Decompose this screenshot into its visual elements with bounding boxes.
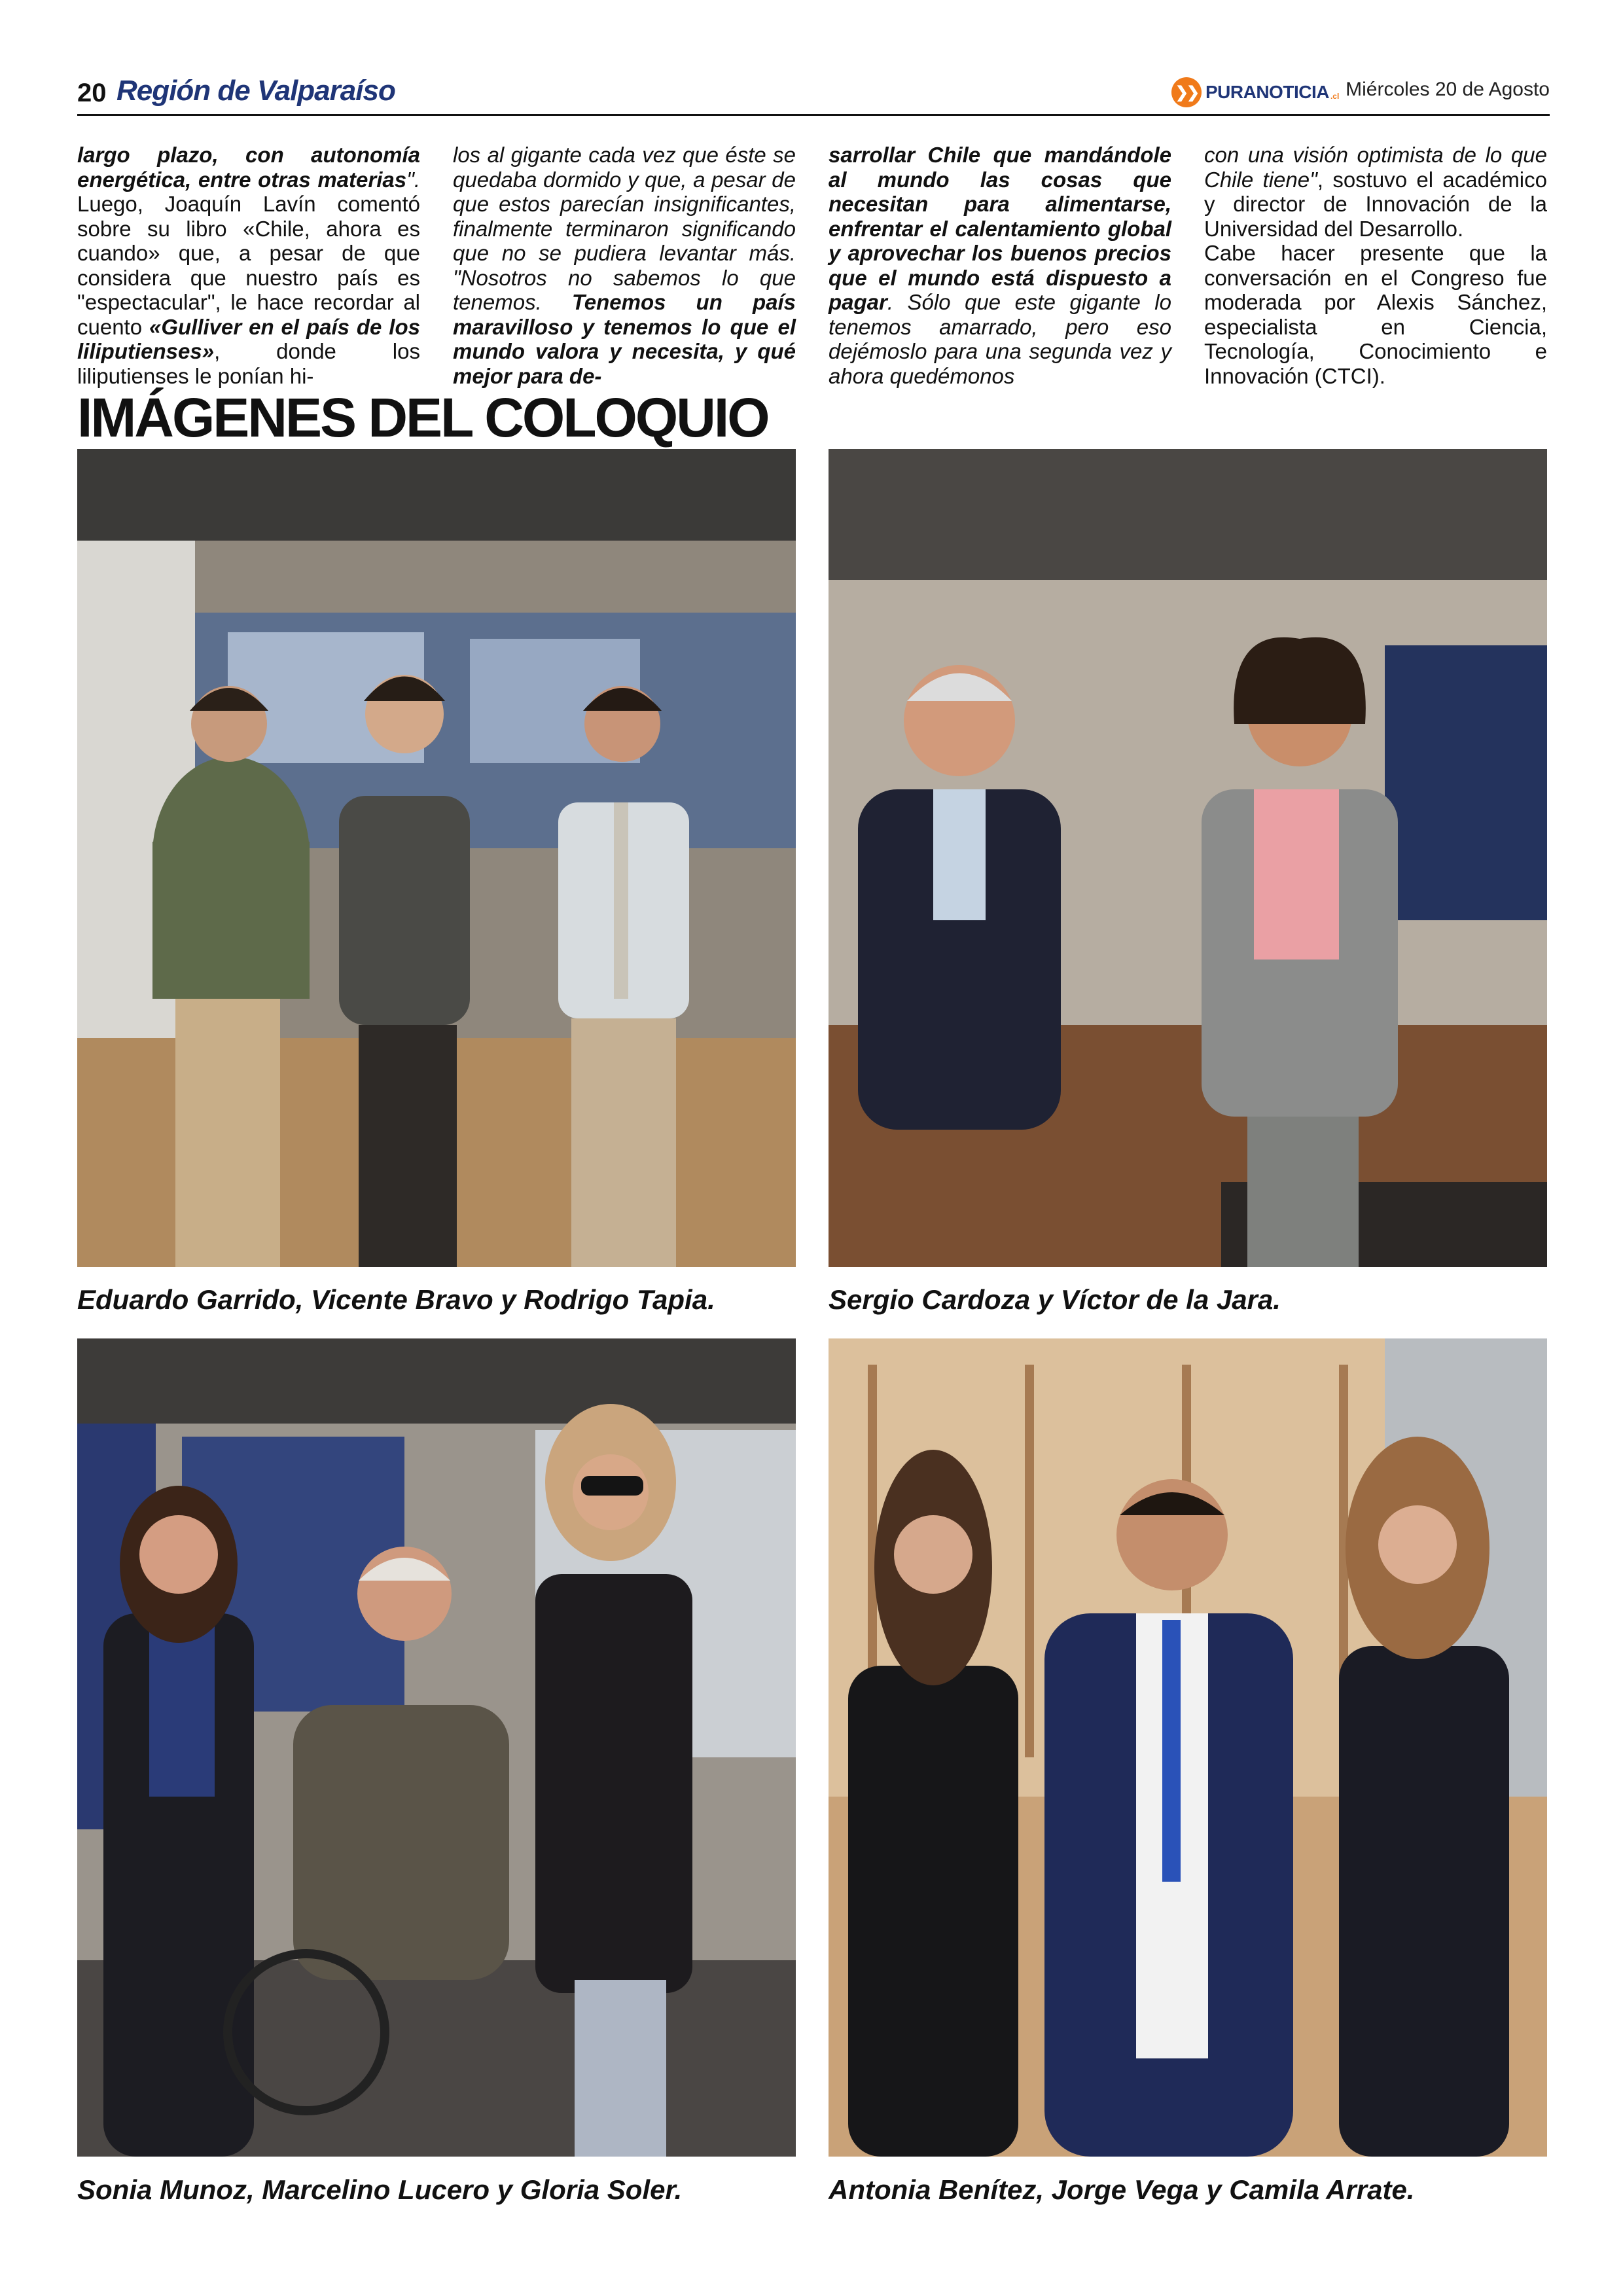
photo-2 — [829, 449, 1547, 1267]
article-column-3 — [829, 143, 1171, 388]
gallery-heading: IMÁGENES DEL COLOQUIO — [77, 387, 768, 448]
photo-3 — [77, 1338, 796, 2157]
photo-4-caption: Antonia Benítez, Jorge Vega y Camila Arrate. — [829, 2174, 1415, 2205]
photo-4 — [829, 1338, 1547, 2157]
brand-suffix: .cl — [1330, 92, 1340, 101]
article-text-run: , sostuvo el académico y director de Innovación de la Universidad del Desarrollo. — [1204, 167, 1547, 241]
photo-3-caption: Sonia Munoz, Marcelino Lucero y Gloria Soler. — [77, 2174, 683, 2205]
article-text-run: sarrollar Chile que mandándole al mundo las cosas que necesitan para alimentarse, enfrentar el calentamiento global y aprovechar los buenos precios que el mundo está dispuesto a pagar — [829, 143, 1171, 314]
section-title: Región de Valparaíso — [116, 75, 395, 107]
photo-1-caption: Eduardo Garrido, Vicente Bravo y Rodrigo Tapia. — [77, 1284, 715, 1315]
article-text-run: «Gulliver en el país de los liliputienses» — [77, 314, 420, 363]
article-column-4 — [1204, 143, 1547, 388]
header-divider — [77, 114, 1550, 116]
article-text-run: Luego, Joaquín Lavín comentó sobre su libro «Chile, ahora es cuando» que, a pesar de que considera que nuestro país es "espectacular", le hace recordar al cuento — [77, 192, 420, 339]
brand-logo — [1171, 77, 1339, 107]
article-text-run: ". — [406, 167, 420, 192]
article-text-run: Tenemos un país maravilloso y tenemos lo que el mundo valora y necesita, y qué mejor para de- — [453, 290, 796, 388]
article-text-run: con una visión optimista de lo que Chile tiene" — [1204, 143, 1547, 192]
article-text-run: . Sólo que este gigante lo tenemos amarrado, pero eso dejémoslo para una segunda vez y ahora quedémonos — [829, 290, 1171, 388]
issue-date: Miércoles 20 de Agosto — [1346, 79, 1550, 100]
article-column-2 — [453, 143, 796, 388]
double-chevron-icon: ❯❯ — [1171, 77, 1202, 107]
photo-1 — [77, 449, 796, 1267]
article-text-run: Cabe hacer presente que la conversación en el Congreso fue moderada por Alexis Sánchez, especialista en Ciencia, Tecnología, Conocimiento e Innovación (CTCI). — [1204, 241, 1547, 388]
page-header — [77, 73, 1550, 113]
article-column-1 — [77, 143, 420, 388]
article-text-run: largo plazo, con autonomía energética, entre otras materias — [77, 143, 420, 192]
article-text-run: los al gigante cada vez que éste se quedaba dormido y que, a pesar de que estos parecían insignificantes, finalmente terminaron significando que no se pudiera levantar más. "Nosotros no sabemos lo que tenemos. — [453, 143, 796, 314]
brand-name: PURANOTICIA — [1205, 82, 1329, 102]
article-text-run: , donde los liliputienses le ponían hi- — [77, 339, 420, 388]
page-number: 20 — [77, 79, 107, 107]
photo-2-caption: Sergio Cardoza y Víctor de la Jara. — [829, 1284, 1281, 1315]
